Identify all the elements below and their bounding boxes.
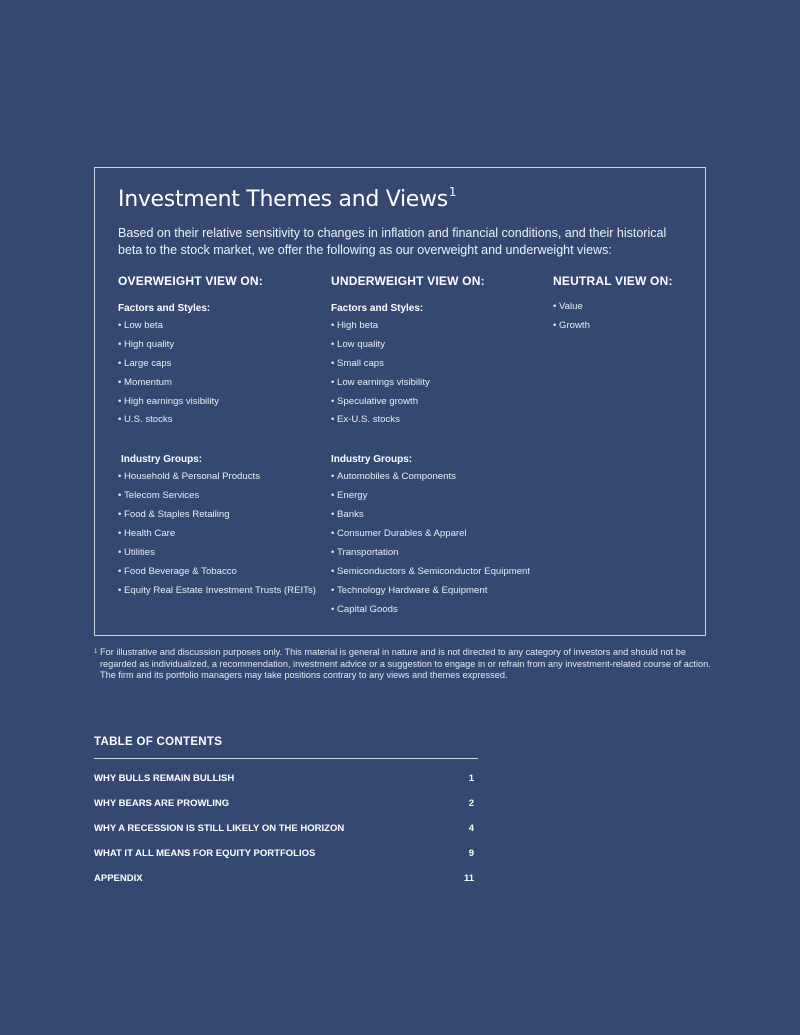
toc-title: TABLE OF CONTENTS: [94, 736, 223, 748]
toc-entry[interactable]: [94, 871, 478, 896]
overweight-industry-item: • Food Beverage & Tobacco: [118, 566, 318, 578]
underweight-industry-item: • Energy: [331, 490, 541, 502]
investment-themes-box: [94, 167, 706, 636]
overweight-industry-item: • Health Care: [118, 528, 318, 540]
overweight-industry-item: • Equity Real Estate Investment Trusts (REITs): [118, 585, 318, 597]
table-of-contents: [94, 734, 478, 896]
neutral-item: • Value: [553, 301, 693, 313]
underweight-factor-item: • Low quality: [331, 339, 541, 351]
underweight-factor-item: • Speculative growth: [331, 396, 541, 408]
overweight-heading: OVERWEIGHT VIEW ON:: [118, 274, 263, 288]
toc-entry[interactable]: [94, 846, 478, 871]
overweight-industry-item: • Food & Staples Retailing: [118, 509, 318, 521]
neutral-column: [553, 273, 693, 339]
overweight-industry-item: • Telecom Services: [118, 490, 318, 502]
underweight-industry-item: • Transportation: [331, 547, 541, 559]
overweight-industry-heading: Industry Groups:: [121, 454, 203, 466]
box-title-footnote-marker: 1: [448, 185, 457, 199]
footnote-text: For illustrative and discussion purposes only. This material is general in nature and is not directed to any category of investors and should not be regarded as individualized, a recommendation, investment advice or a suggestion to engage in or refrain from any investment-related course of action. The firm and its portfolio managers may take positions contrary to any views and themes expressed.: [100, 647, 711, 680]
footnote: [94, 647, 714, 682]
overweight-factors-heading: Factors and Styles:: [118, 303, 211, 314]
toc-entry[interactable]: [94, 796, 478, 821]
overweight-industry-item: • Utilities: [118, 547, 318, 559]
toc-entry-label: WHY BULLS REMAIN BULLISH: [94, 773, 235, 784]
neutral-list: [553, 301, 693, 332]
underweight-industry-item: • Technology Hardware & Equipment: [331, 585, 541, 597]
underweight-factor-item: • High beta: [331, 320, 541, 332]
toc-divider: [94, 758, 478, 759]
toc-entry-label: APPENDIX: [94, 873, 143, 884]
toc-entry-label: WHAT IT ALL MEANS FOR EQUITY PORTFOLIOS: [94, 848, 316, 859]
neutral-item: • Growth: [553, 320, 693, 332]
underweight-industry-item: • Consumer Durables & Apparel: [331, 528, 541, 540]
underweight-industry-item: • Capital Goods: [331, 604, 541, 616]
toc-entry-page: 1: [468, 773, 474, 784]
overweight-factor-item: • Large caps: [118, 358, 318, 370]
underweight-heading: UNDERWEIGHT VIEW ON:: [331, 274, 485, 288]
overweight-factor-item: • High quality: [118, 339, 318, 351]
underweight-industry-item: • Banks: [331, 509, 541, 521]
toc-entry[interactable]: [94, 821, 478, 846]
overweight-column: [118, 273, 318, 604]
toc-entry-page: 11: [463, 873, 474, 884]
underweight-industry-item: • Automobiles & Components: [331, 471, 541, 483]
toc-entry[interactable]: [94, 771, 478, 796]
underweight-industries-list: [331, 471, 541, 615]
box-title-text: Investment Themes and Views: [118, 187, 448, 212]
toc-entry-label: WHY BEARS ARE PROWLING: [94, 798, 230, 809]
underweight-factor-item: • Ex-U.S. stocks: [331, 414, 541, 426]
footnote-marker: 1: [94, 649, 98, 655]
toc-list: [94, 771, 478, 896]
toc-entry-label: WHY A RECESSION IS STILL LIKELY ON THE HORIZON: [94, 823, 345, 834]
toc-entry-page: 9: [468, 848, 474, 859]
overweight-factor-item: • Low beta: [118, 320, 318, 332]
overweight-factor-item: • Momentum: [118, 377, 318, 389]
underweight-industry-item: • Semiconductors & Semiconductor Equipment: [331, 566, 541, 578]
overweight-industries-list: [118, 471, 318, 596]
underweight-factors-list: [331, 320, 541, 426]
neutral-heading: NEUTRAL VIEW ON:: [553, 274, 673, 288]
toc-entry-page: 4: [468, 823, 474, 834]
overweight-factor-item: • High earnings visibility: [118, 396, 318, 408]
overweight-industry-item: • Household & Personal Products: [118, 471, 318, 483]
toc-entry-page: 2: [468, 798, 474, 809]
underweight-factor-item: • Small caps: [331, 358, 541, 370]
overweight-factor-item: • U.S. stocks: [118, 414, 318, 426]
underweight-industry-heading: Industry Groups:: [331, 454, 413, 466]
overweight-factors-list: [118, 320, 318, 426]
underweight-factor-item: • Low earnings visibility: [331, 377, 541, 389]
box-title: [118, 187, 456, 212]
intro-paragraph: Based on their relative sensitivity to changes in inflation and financial conditions, and their historical beta to the stock market, we offer the following as our overweight and underweight views:: [118, 226, 667, 257]
underweight-column: [331, 273, 541, 622]
underweight-factors-heading: Factors and Styles:: [331, 303, 424, 314]
